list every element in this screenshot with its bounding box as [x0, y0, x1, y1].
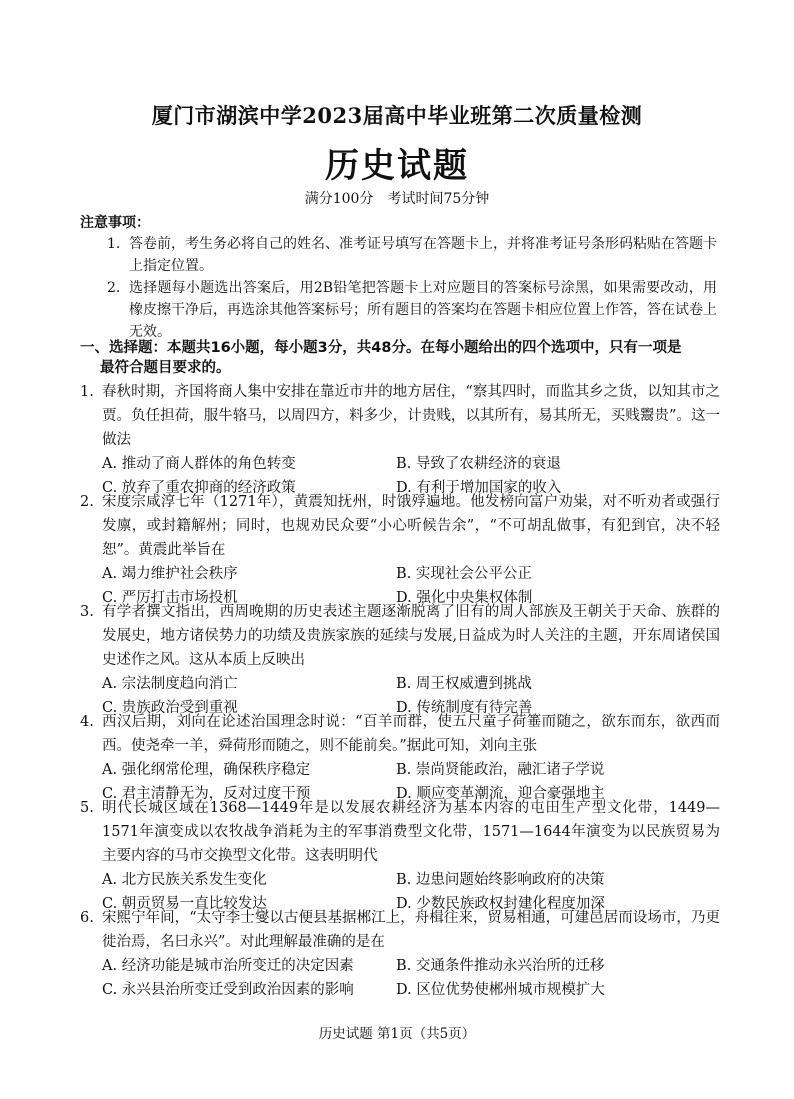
option-c[interactable]: C. 永兴县治所变迁受到政治因素的影响: [102, 982, 354, 998]
exam-meta: 满分100分 考试时间75分钟: [304, 191, 490, 207]
option-c[interactable]: C. 朝贡贸易一直比较发达: [102, 896, 267, 912]
question-options: [80, 954, 720, 1002]
option-c[interactable]: C. 放弃了重农抑商的经济政策: [102, 480, 296, 496]
question-number: 2.: [80, 494, 94, 510]
option-a[interactable]: A. 推动了商人群体的角色转变: [102, 456, 296, 472]
option-a[interactable]: A. 强化纲常伦理，确保秩序稳定: [102, 762, 311, 778]
notice-item-text: 选择题每小题选出答案后，用2B铅笔把答题卡上对应题目的答案标号涂黑，如果需要改动，用橡皮擦干净后，再选涂其他答案标号；所有题目的答案均在答题卡相应位置上作答，答在试卷上无效。: [129, 280, 717, 340]
option-b[interactable]: B. 崇尚贤能政治，融汇诸子学说: [396, 762, 605, 778]
question-6: [80, 906, 720, 1002]
section-label: 一、选择题：: [80, 340, 167, 356]
option-b[interactable]: B. 实现社会公平公正: [396, 566, 532, 582]
option-c[interactable]: C. 严厉打击市场投机: [102, 590, 238, 606]
notice-item-text: 答卷前，考生务必将自己的姓名、准考证号填写在答题卡上，并将准考证号条形码粘贴在答题卡上指定位置。: [129, 236, 717, 274]
section-text: 本题共16小题，每小题3分，共48分。在每小题给出的四个选项中，只有一项是: [167, 340, 682, 356]
subject-title: 历史试题: [325, 146, 469, 186]
question-stem: 明代长城区域在1368—1449年是以发展农耕经济为基本内容的屯田生产型文化带，1449—1571年演变成以农牧战争消耗为主的军事消费型文化带，1571—1644年演变为以民族贸易为主要内容的马市交换型文化带。这表明明代: [102, 800, 720, 864]
option-b[interactable]: B. 周王权威遭到挑战: [396, 676, 532, 692]
question-stem: 西汉后期，刘向在论述治国理念时说：“百羊而群，使五尺童子荷箠而随之，欲东而东，欲西而西。使尧牵一羊，舜荷形而随之，则不能前矣。”据此可知，刘向主张: [102, 714, 720, 754]
option-d[interactable]: D. 顺应变革潮流，迎合豪强地主: [396, 786, 605, 802]
question-number: 3.: [80, 604, 94, 620]
option-d[interactable]: D. 有利于增加国家的收入: [396, 480, 562, 496]
notice-item-number: 2.: [107, 280, 121, 296]
notice-item: [107, 233, 717, 277]
option-d[interactable]: D. 强化中央集权体制: [396, 590, 533, 606]
question-stem: 宋度宗咸淳七年（1271年），黄震知抚州，时饿殍遍地。他发榜向富户劝粜，对不听劝者或强行发廪，或封籍解州；同时，也规劝民众要“小心听候告余”，“不可胡乱做事，有犯到官，决不轻恕”。黄震此举旨在: [102, 494, 720, 558]
section-text-cont: 最符合题目要求的。: [100, 360, 231, 376]
option-b[interactable]: B. 边患问题始终影响政府的决策: [396, 872, 605, 888]
question-stem: 宋熙宁年间，“太守李士燮以古便县基据郴江上，舟楫往来，贸易相通，可建邑居而设场市，乃更徙治焉，名曰永兴”。对此理解最准确的是在: [102, 910, 720, 950]
question-5: [80, 796, 720, 916]
option-d[interactable]: D. 区位优势使郴州城市规模扩大: [396, 982, 605, 998]
question-number: 5.: [80, 800, 94, 816]
question-stem: 有学者撰文指出，西周晚期的历史表述主题逐渐脱离了旧有的周人部族及王朝关于天命、族群的发展史，地方诸侯势力的功绩及贵族家族的延续与发展,日益成为时人关注的主题，开东周诸侯国史述作之风。这从本质上反映出: [102, 604, 720, 668]
question-1: [80, 380, 720, 500]
option-a[interactable]: A. 北方民族关系发生变化: [102, 872, 267, 888]
question-4: [80, 710, 720, 806]
option-d[interactable]: D. 少数民族政权封建化程度加深: [396, 896, 605, 912]
option-b[interactable]: B. 交通条件推动永兴治所的迁移: [396, 958, 605, 974]
option-c[interactable]: C. 君主清静无为，反对过度干预: [102, 786, 311, 802]
option-c[interactable]: C. 贵族政治受到重视: [102, 700, 238, 716]
option-a[interactable]: A. 竭力维护社会秩序: [102, 566, 238, 582]
option-a[interactable]: A. 经济功能是城市治所变迁的决定因素: [102, 958, 354, 974]
option-b[interactable]: B. 导致了农耕经济的衰退: [396, 456, 561, 472]
option-d[interactable]: D. 传统制度有待完善: [396, 700, 533, 716]
question-2: [80, 490, 720, 610]
notice-heading: 注意事项：: [80, 215, 150, 231]
notice-item-number: 1.: [107, 236, 121, 252]
question-number: 1.: [80, 384, 94, 400]
option-a[interactable]: A. 宗法制度趋向消亡: [102, 676, 238, 692]
section-header: [80, 338, 720, 378]
page-footer: 历史试题 第1页（共5页）: [318, 1026, 476, 1042]
question-number: 6.: [80, 910, 94, 926]
question-stem: 春秋时期，齐国将商人集中安排在靠近市井的地方居住，“察其四时，而监其乡之货，以知其市之贾。负任担荷，服牛辂马，以周四方，料多少，计贵贱，以其所有，易其所无，买贱鬻贵”。这一做法: [102, 384, 720, 448]
exam-title: 厦门市湖滨中学2023届高中毕业班第二次质量检测: [151, 103, 643, 128]
question-number: 4.: [80, 714, 94, 730]
notice-item: [107, 277, 717, 343]
question-3: [80, 600, 720, 720]
